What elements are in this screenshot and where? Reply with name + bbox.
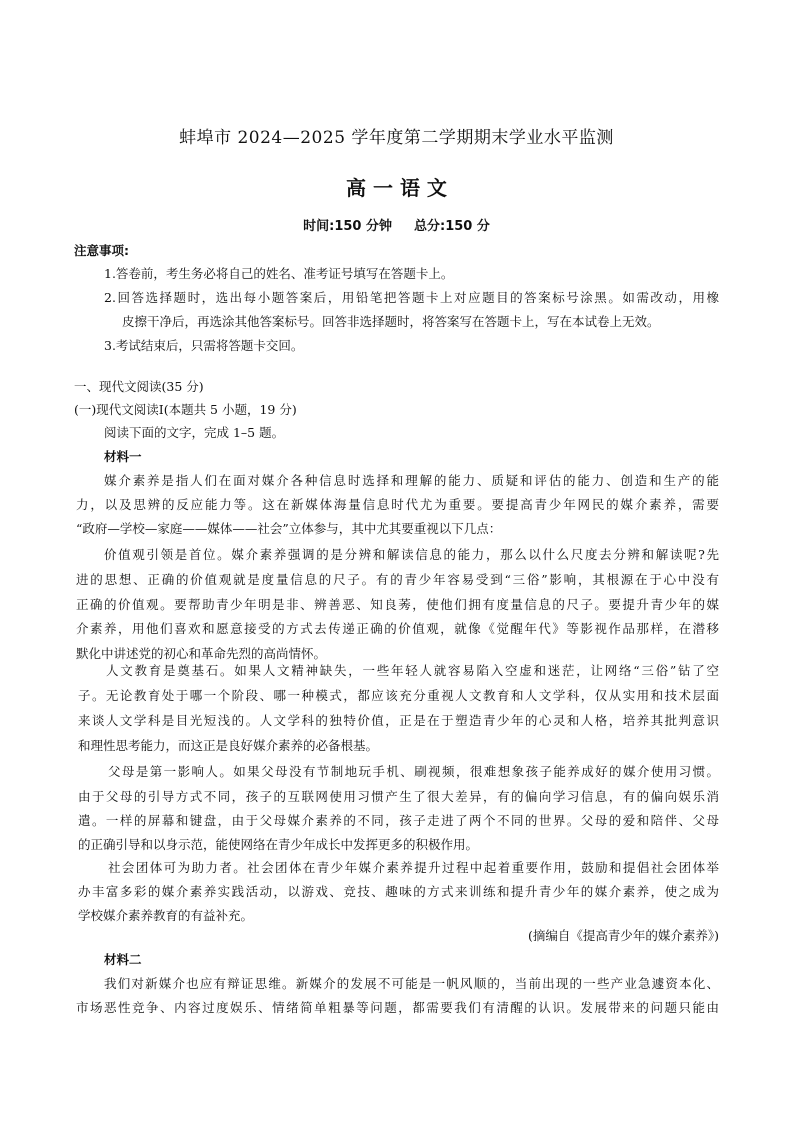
- notice-line: 3.考试结束后，只需将答题卡交回。: [104, 338, 304, 353]
- material1-line: 社会团体可为助力者。社会团体在青少年媒介素养提升过程中起着重要作用，鼓励和提倡社会团体举: [108, 860, 719, 875]
- material1-line: “政府—学校—家庭——媒体——社会”立体参与，其中尤其要重视以下几点：: [76, 521, 502, 536]
- section-subheading: (一)现代文阅读Ⅰ(本题共 5 小题，19 分): [74, 402, 297, 417]
- reading-instruction: 阅读下面的文字，完成 1–5 题。: [104, 425, 285, 440]
- material1-line: 进的思想、正确的价值观就是度量信息的尺子。有的青少年容易受到“三俗”影响，其根源在于心中没有: [76, 572, 719, 587]
- material1-line: 价值观引领是首位。媒介素养强调的是分辨和解读信息的能力，那么以什么尺度去分辨和解读呢?先: [104, 547, 719, 562]
- section-heading: 一、现代文阅读(35 分): [74, 379, 204, 394]
- material1-line: 力，以及思辨的反应能力等。这在新媒体海量信息时代尤为重要。要提高青少年网民的媒介素养，需要: [76, 497, 719, 512]
- material1-line: 默化中讲述党的初心和革命先烈的高尚情怀。: [76, 646, 327, 661]
- time-and-score: [0, 218, 793, 236]
- notice-line: 皮擦干净后，再选涂其他答案标号。回答非选择题时，将答案写在答题卡上，写在本试卷上无效。: [122, 314, 660, 329]
- material1-line: 媒介素养是指人们在面对媒介各种信息时选择和理解的能力、质疑和评估的能力、创造和生产的能: [104, 473, 719, 488]
- material1-line: 父母是第一影响人。如果父母没有节制地玩手机、刷视频，很难想象孩子能养成好的媒介使用习惯。: [108, 764, 719, 779]
- material1-line: 来谈人文学科是目光短浅的。人文学科的独特价值，正是在于塑造青少年的心灵和人格，培养其批判意识: [78, 713, 719, 728]
- material1-line: 人文教育是奠基石。如果人文精神缺失，一些年轻人就容易陷入空虚和迷茫，让网络“三俗”钻了空: [106, 663, 719, 678]
- material1-label: 材料一: [104, 449, 142, 464]
- score-label: 总分:150 分: [414, 219, 490, 234]
- exam-title: 蚌埠市 2024—2025 学年度第二学期期末学业水平监测: [179, 128, 614, 148]
- material1-line: 办丰富多彩的媒介素养实践活动，以游戏、竞技、趣味的方式来训练和提升青少年的媒介素养，使之成为: [78, 884, 719, 899]
- material1-line: 子。无论教育处于哪一个阶段、哪一种模式，都应该充分重视人文教育和人文学科，仅从实用和技术层面: [78, 688, 719, 703]
- material1-line: 介素养，用他们喜欢和愿意接受的方式去传递正确的价值观，就像《觉醒年代》等影视作品那样，在潜移: [76, 621, 719, 636]
- time-label: 时间:150 分钟: [303, 219, 392, 234]
- material2-label: 材料二: [104, 952, 142, 967]
- material1-line: 遣。一样的屏幕和键盘，由于父母媒介素养的不同，孩子走进了两个不同的世界。父母的爱和陪伴、父母: [78, 813, 719, 828]
- material1-line: 和理性思考能力，而这正是良好媒介素养的必备根基。: [78, 738, 379, 753]
- material1-source: (摘编自《提高青少年的媒介素养》): [527, 928, 719, 943]
- material1-line: 由于父母的引导方式不同，孩子的互联网使用习惯产生了很大差异，有的偏向学习信息，有的偏向娱乐消: [78, 789, 719, 804]
- subject-title: 高 一 语 文: [346, 176, 447, 200]
- material2-line: 市场恶性竞争、内容过度娱乐、情绪简单粗暴等问题，都需要我们有清醒的认识。发展带来的问题只能由: [76, 1000, 719, 1015]
- notice-line: 1.答卷前，考生务必将自己的姓名、准考证号填写在答题卡上。: [104, 266, 454, 281]
- material1-line: 的正确引导和以身示范，能使网络在青少年成长中发挥更多的积极作用。: [78, 837, 479, 852]
- notice-line: 2.回答选择题时，选出每小题答案后，用铅笔把答题卡上对应题目的答案标号涂黑。如需改动，用橡: [104, 290, 719, 305]
- notice-heading: 注意事项:: [74, 243, 129, 258]
- material1-line: 学校媒介素养教育的有益补充。: [78, 908, 254, 923]
- material1-line: 正确的价值观。要帮助青少年明是非、辨善恶、知良莠，使他们拥有度量信息的尺子。要提升青少年的媒: [76, 597, 719, 612]
- material2-line: 我们对新媒介也应有辩证思维。新媒介的发展不可能是一帆风顺的，当前出现的一些产业急遽资本化、: [104, 976, 719, 991]
